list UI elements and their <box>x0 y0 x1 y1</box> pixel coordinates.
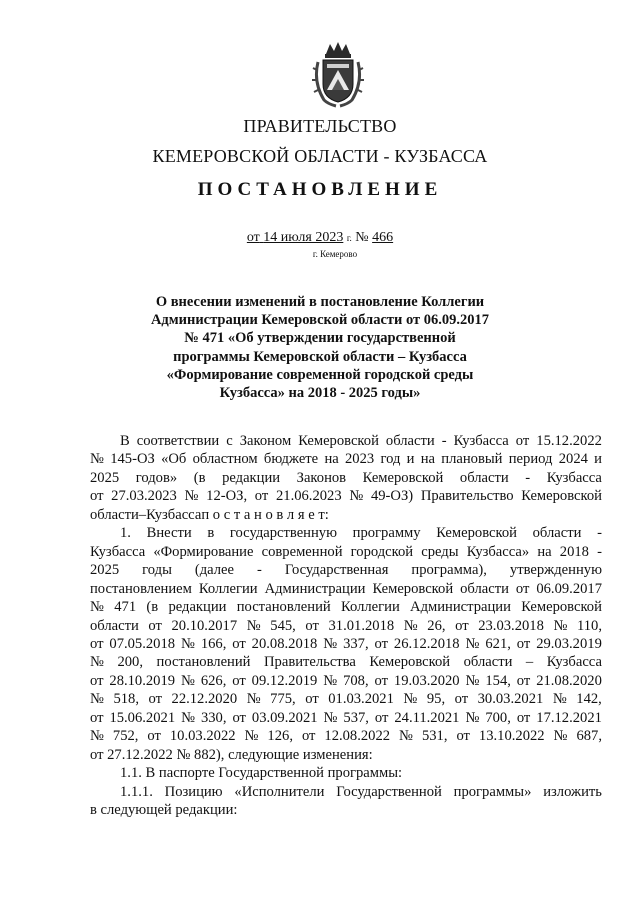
paragraph-line <box>90 746 602 764</box>
word: от <box>374 709 389 726</box>
word: области <box>90 506 139 523</box>
word: от <box>147 728 161 745</box>
word: № <box>465 709 480 726</box>
word: от <box>516 635 531 652</box>
paragraph-line <box>90 764 602 782</box>
word: 621, <box>485 635 511 652</box>
word: постановлений <box>156 654 251 671</box>
word: 28.10.2019 <box>109 672 176 689</box>
word: от <box>148 617 162 634</box>
word: Администрации <box>410 599 511 616</box>
word: Правительства <box>264 654 356 671</box>
word: 09.12.2019 <box>251 672 318 689</box>
word: - <box>256 562 262 579</box>
word: № <box>184 488 199 505</box>
word: на <box>420 451 436 468</box>
word: «Исполнители <box>234 783 325 800</box>
word: области <box>463 654 513 671</box>
word: № <box>323 672 338 689</box>
word: от <box>148 691 162 708</box>
word: Государственная <box>284 562 389 579</box>
word: № <box>403 617 418 634</box>
date-suffix: г. <box>346 233 352 243</box>
paragraph-line <box>90 524 602 542</box>
word: Кемеровской <box>521 599 602 616</box>
word: на <box>537 543 552 560</box>
word: 20.08.2018 <box>251 635 318 652</box>
word: 1.1.1. <box>120 783 153 800</box>
word: 31.01.2018 <box>328 617 395 634</box>
word: бюджете <box>263 451 319 468</box>
word: № <box>399 728 413 745</box>
document-body <box>90 432 602 820</box>
word: (в <box>193 469 206 486</box>
word: 1. <box>120 525 131 542</box>
word: от <box>90 488 104 505</box>
word: Кузбасса» <box>466 543 530 560</box>
word: 49-ОЗ) <box>370 488 414 505</box>
word: области <box>459 469 509 486</box>
word: от <box>374 635 389 652</box>
word: 07.05.2018 <box>109 635 176 652</box>
paragraph-line <box>90 469 602 487</box>
word: - <box>525 469 531 486</box>
word: Кузбасса <box>453 433 509 449</box>
word: № <box>349 488 364 505</box>
word: от <box>90 672 104 689</box>
word: Кемеровской <box>369 654 451 671</box>
word: 154, <box>485 672 511 689</box>
heading-line: программы Кемеровской области – Кузбасса <box>173 348 467 365</box>
word: программы» <box>453 783 532 800</box>
paragraph-line <box>90 801 602 819</box>
word: 21.06.2023 <box>275 488 342 505</box>
word: № <box>323 709 338 726</box>
word: 537, <box>343 709 369 726</box>
word: 15.06.2021 <box>109 709 176 726</box>
word: № <box>552 691 567 708</box>
word: - <box>597 543 602 560</box>
paragraph-line <box>90 543 602 561</box>
word: 142, <box>576 691 602 708</box>
word: области <box>532 525 582 542</box>
word: 2024 <box>558 451 588 468</box>
heading-line: О внесении изменений в постановление Коллегии <box>155 294 485 310</box>
word: Коллегии <box>198 580 258 597</box>
paragraph-line <box>90 580 602 598</box>
word: 30.03.2021 <box>477 691 544 708</box>
paragraph-line <box>90 598 602 616</box>
word: от <box>305 617 319 634</box>
word: № <box>90 728 104 745</box>
word: области <box>385 433 435 449</box>
word: - <box>597 525 602 542</box>
word: 19.03.2020 <box>393 672 460 689</box>
word: № <box>465 635 480 652</box>
word: 20.10.2017 <box>171 617 238 634</box>
word: утвержденную <box>509 562 602 579</box>
document-number: 466 <box>372 230 394 245</box>
word: постановлением <box>90 580 192 597</box>
word: № <box>244 728 259 745</box>
word: от <box>515 580 530 597</box>
paragraph-line <box>90 709 602 727</box>
word: соответствии <box>136 433 220 449</box>
word: годов» <box>135 469 178 486</box>
word: № <box>180 635 195 652</box>
word: Коллегии <box>341 599 400 616</box>
word: № <box>90 599 104 616</box>
word: от <box>456 728 470 745</box>
word: современной <box>261 543 343 560</box>
word: 110, <box>577 617 602 634</box>
word: – <box>138 506 147 523</box>
word: № <box>246 617 261 634</box>
word: программу <box>352 525 421 542</box>
word: № <box>181 709 195 726</box>
word: 2025 <box>90 562 120 579</box>
word: Законом <box>239 433 292 449</box>
word: 12-ОЗ, <box>206 488 248 505</box>
word: постановлений <box>236 599 331 616</box>
word: п о с т а н о в л я е т: <box>201 506 329 523</box>
word: от <box>254 488 269 505</box>
word: 27.03.2023 <box>111 488 177 505</box>
word: плановый <box>441 451 503 468</box>
word: от <box>455 617 469 634</box>
word: 330, <box>200 709 227 726</box>
word: № <box>90 654 104 671</box>
government-name-line2: КЕМЕРОВСКОЙ ОБЛАСТИ - КУЗБАССА <box>152 146 488 166</box>
word: Администрации <box>264 580 366 597</box>
word: Кузбасса <box>90 543 146 560</box>
word: № <box>553 617 568 634</box>
word: от <box>301 728 316 745</box>
word: и <box>594 451 602 468</box>
heading-line: Кузбасса» на 2018 - 2025 годы» <box>219 385 421 402</box>
word: в <box>207 525 215 542</box>
word: от <box>516 709 531 726</box>
document-heading <box>0 293 640 402</box>
word: от <box>232 635 246 652</box>
word: Кузбасса <box>546 654 602 671</box>
word: 2018 <box>559 543 589 560</box>
word: 22.12.2020 <box>171 691 238 708</box>
word: от <box>515 433 530 449</box>
word: 337, <box>343 635 369 652</box>
date-prefix: от <box>246 230 260 245</box>
paragraph-line <box>90 617 602 635</box>
paragraph-line <box>90 727 602 745</box>
word: от <box>454 691 469 708</box>
heading-line: Администрации Кемеровской области от 06.09.2017 <box>150 312 490 329</box>
word: (далее <box>194 562 234 579</box>
word: 708, <box>343 672 369 689</box>
word: Внести <box>146 525 192 542</box>
word: 17.12.2021 <box>536 709 602 726</box>
word: области <box>90 617 139 634</box>
word: от <box>232 709 246 726</box>
word: 166, <box>200 635 227 652</box>
word: 626, <box>200 672 227 689</box>
word: № <box>403 691 418 708</box>
word: 23.03.2018 <box>478 617 544 634</box>
word: 06.09.2017 <box>536 580 602 597</box>
word: программа), <box>411 562 487 579</box>
word: от <box>232 672 246 689</box>
word: 13.10.2022 <box>478 728 545 745</box>
paragraph-line <box>90 432 602 450</box>
word: - <box>441 433 447 449</box>
word: В <box>120 433 130 449</box>
word: Кемеровской <box>372 580 454 597</box>
word: Правительство <box>420 488 514 505</box>
word: 775, <box>270 691 296 708</box>
word: 1.1. В паспорте Государственной программы: <box>120 765 403 782</box>
document-date: 14 июля 2023 <box>263 230 344 245</box>
paragraph-line <box>90 672 602 690</box>
word: 687, <box>576 728 602 745</box>
word: период <box>508 451 553 468</box>
word: 01.03.2021 <box>328 691 394 708</box>
word: (в <box>146 599 159 616</box>
word: 15.12.2022 <box>536 433 602 449</box>
heading-line: № 471 «Об утверждении государственной <box>184 330 456 347</box>
word: от 27.12.2022 № 882), следующие изменения: <box>90 746 373 763</box>
document-date-number <box>0 230 640 246</box>
paragraph-line <box>90 487 602 505</box>
word: 145-ОЗ <box>110 451 155 468</box>
word: 545, <box>270 617 296 634</box>
word: № <box>180 672 195 689</box>
word: 95, <box>426 691 446 708</box>
word: «Об <box>161 451 187 468</box>
city-name: г. Кемерово <box>312 249 358 259</box>
word: 21.08.2020 <box>536 672 602 689</box>
kuzbass-coat-of-arms-icon <box>312 40 364 108</box>
word: области <box>460 580 509 597</box>
word: областном <box>192 451 258 468</box>
word: годы <box>142 562 172 579</box>
word: от <box>374 672 389 689</box>
word: 2025 <box>90 469 120 486</box>
word: Законов <box>296 469 347 486</box>
word: 26, <box>427 617 446 634</box>
word: и <box>406 451 415 468</box>
paragraph-line <box>90 783 602 801</box>
word: 471 <box>114 599 137 616</box>
word: среды <box>421 543 459 560</box>
word: Позицию <box>164 783 223 800</box>
word: 531, <box>421 728 448 745</box>
word: на <box>324 451 339 468</box>
word: 752, <box>112 728 139 745</box>
paragraph-line <box>90 635 602 653</box>
heading-line: «Формирование современной городской среды <box>166 366 474 383</box>
word: Государственной <box>336 783 442 800</box>
number-prefix: № <box>355 230 369 245</box>
word: Кемеровской <box>298 433 379 449</box>
word: редакции <box>222 469 281 486</box>
word: «Формирование <box>153 543 254 560</box>
word: 518, <box>113 691 139 708</box>
word: с <box>226 433 233 449</box>
word: Кузбасса <box>146 506 202 523</box>
word: 12.08.2022 <box>324 728 391 745</box>
word: № <box>553 728 568 745</box>
word: 700, <box>485 709 511 726</box>
word: № <box>246 691 261 708</box>
word: 10.03.2022 <box>169 728 236 745</box>
word: городской <box>350 543 414 560</box>
paragraph-line <box>90 690 602 708</box>
word: год <box>380 451 401 468</box>
word: – <box>525 654 534 671</box>
paragraph-line <box>90 561 602 579</box>
word: изложить <box>543 783 602 800</box>
word: редакции <box>168 599 227 616</box>
word: № <box>323 635 338 652</box>
paragraph-line <box>90 653 602 671</box>
government-name-line1: ПРАВИТЕЛЬСТВО <box>243 116 397 136</box>
paragraph-line <box>90 506 602 524</box>
word: государственную <box>229 525 337 542</box>
word: 29.03.2019 <box>536 635 602 652</box>
word: от <box>516 672 531 689</box>
word: Кемеровской <box>436 525 517 542</box>
word: от <box>90 635 104 652</box>
word: № <box>90 451 104 468</box>
word: 24.11.2021 <box>394 709 460 726</box>
word: Кузбасса <box>546 469 602 486</box>
word: 126, <box>267 728 293 745</box>
word: от <box>90 709 104 726</box>
word: № <box>465 672 480 689</box>
word: от <box>305 691 319 708</box>
word: в следующей редакции: <box>90 802 238 819</box>
word: № <box>90 691 104 708</box>
word: Кемеровской <box>521 488 602 505</box>
word: 26.12.2018 <box>393 635 460 652</box>
word: Кемеровской <box>362 469 444 486</box>
word: 03.09.2021 <box>251 709 318 726</box>
word: 200, <box>117 654 143 671</box>
document-type-title: ПОСТАНОВЛЕНИЕ <box>197 179 443 200</box>
paragraph-line <box>90 450 602 468</box>
word: 2023 <box>345 451 375 468</box>
